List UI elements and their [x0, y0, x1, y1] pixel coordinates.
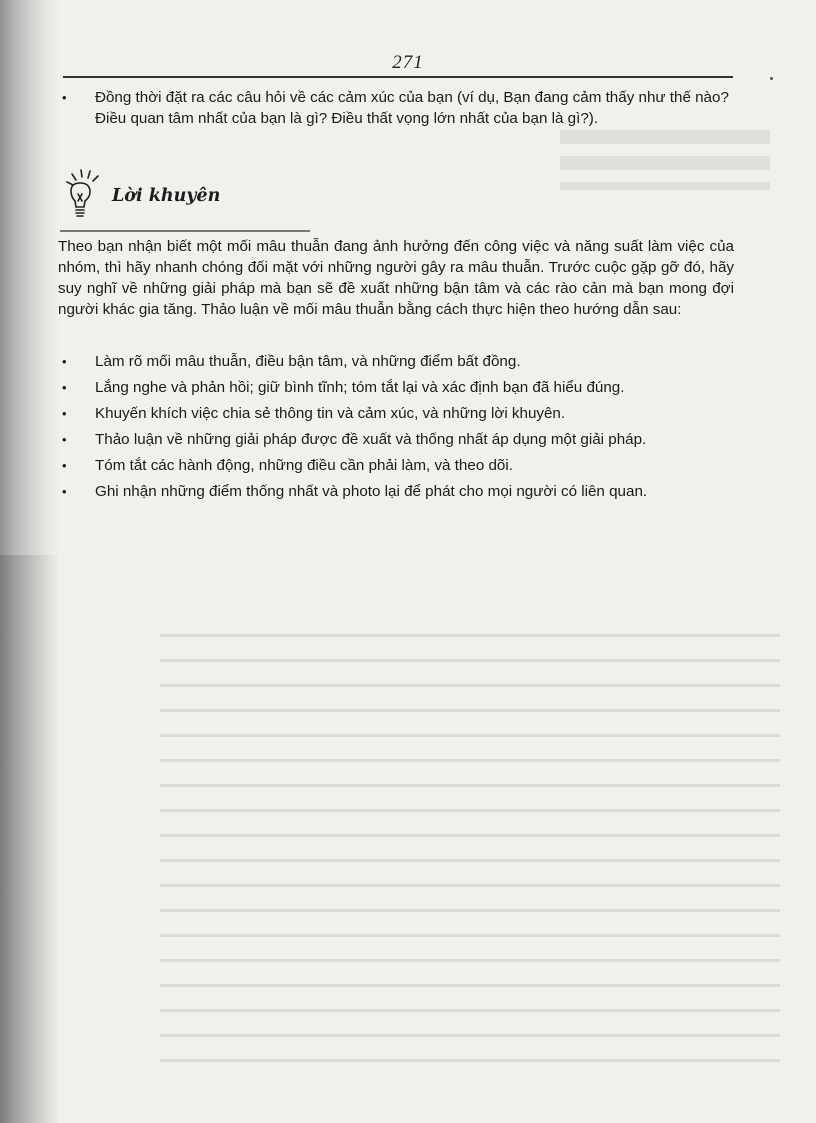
- tip-title: Lời khuyên: [112, 186, 221, 206]
- bullet-icon: •: [62, 380, 67, 395]
- list-item: [62, 455, 734, 476]
- list-item-text: Tóm tắt các hành động, những điều cần phải làm, và theo dõi.: [95, 457, 513, 474]
- bullet-icon: •: [62, 354, 67, 369]
- page-number: 271: [392, 52, 424, 73]
- list-item-text: Ghi nhận những điểm thống nhất và photo lại để phát cho mọi người có liên quan.: [95, 483, 648, 500]
- bleed-through-heading: [560, 130, 770, 190]
- bullet-icon: •: [62, 432, 67, 447]
- bullet-icon: •: [62, 406, 67, 421]
- list-item: [62, 429, 734, 450]
- lightbulb-icon: [60, 166, 108, 226]
- list-item-text: Khuyến khích việc chia sẻ thông tin và cảm xúc, và những lời khuyên.: [95, 405, 566, 422]
- bullet-icon: •: [62, 90, 67, 105]
- tip-header: [60, 166, 320, 230]
- tip-intro-paragraph: Theo bạn nhận biết một mối mâu thuẫn đang ảnh hưởng đến công việc và năng suất làm việc của nhóm, thì hãy nhanh chóng đối mặt với những người gây ra mâu thuẫn. Trước cuộc gặp gỡ đó, hãy suy nghĩ về những giải pháp mà bạn sẽ đề xuất những bận tâm và các rào cản mà bạn mong đợi người khác gia tăng. Thảo luận về mối mâu thuẫn bằng cách thực hiện theo hướng dẫn sau:: [58, 238, 734, 318]
- bullet-icon: •: [62, 484, 67, 499]
- list-item-text: Lắng nghe và phản hồi; giữ bình tĩnh; tóm tắt lại và xác định bạn đã hiểu đúng.: [95, 379, 625, 396]
- list-item: [62, 403, 734, 424]
- top-bullet-list: [62, 87, 734, 129]
- scan-edge-shadow: [0, 555, 60, 1123]
- bleed-through-text: [160, 620, 780, 1080]
- header-rule: [63, 76, 733, 78]
- bullet-icon: •: [62, 458, 67, 473]
- tip-bullet-list: [62, 351, 734, 507]
- list-item: [62, 87, 734, 129]
- list-item: [62, 351, 734, 372]
- scan-speck: [770, 77, 773, 80]
- list-item-text: Đồng thời đặt ra các câu hỏi về các cảm xúc của bạn (ví dụ, Bạn đang cảm thấy như thế nào? Điều quan tâm nhất của bạn là gì? Điều thất vọng lớn nhất của bạn là gì?).: [95, 89, 729, 127]
- list-item-text: Thảo luận về những giải pháp được đề xuất và thống nhất áp dụng một giải pháp.: [95, 431, 647, 448]
- list-item-text: Làm rõ mối mâu thuẫn, điều bận tâm, và những điểm bất đồng.: [95, 353, 521, 370]
- tip-divider: [60, 230, 310, 232]
- list-item: [62, 481, 734, 502]
- list-item: [62, 377, 734, 398]
